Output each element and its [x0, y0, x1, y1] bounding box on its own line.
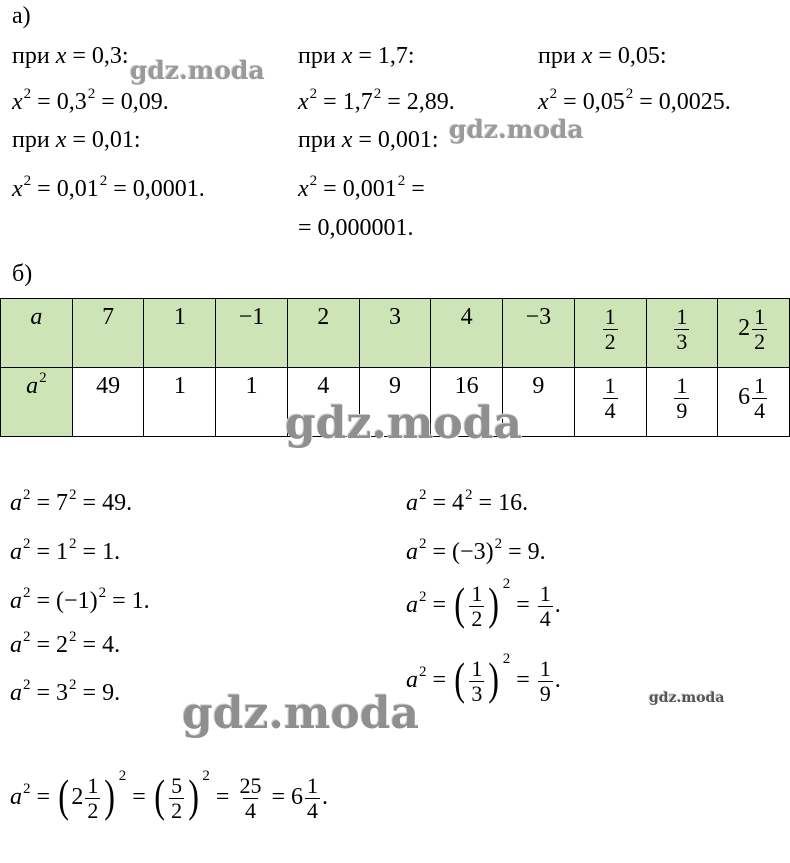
fraction-denominator: 3	[471, 681, 483, 707]
fraction-numerator: 1	[471, 581, 483, 606]
table-cell	[72, 299, 144, 368]
variable: a	[10, 490, 22, 516]
variable: x	[341, 43, 353, 69]
equation: $a^2 = (-1)^2 = 1$.	[10, 585, 150, 614]
watermark: gdz.moda	[649, 690, 725, 706]
fraction	[469, 582, 484, 631]
equation: $a^2 = 4^2 = 16$.	[406, 487, 529, 516]
fraction	[538, 582, 553, 631]
part-a-label: а)	[12, 3, 31, 29]
table-header-a-squared: $a^2$	[1, 368, 73, 437]
watermark: gdz.moda	[285, 398, 523, 449]
fraction-denominator: 2	[604, 329, 616, 355]
exponent: 2	[465, 487, 473, 503]
right-paren: )	[488, 577, 500, 629]
exponent: 2	[23, 629, 31, 645]
variable: x	[581, 43, 593, 69]
variable: a	[10, 680, 22, 706]
fraction	[85, 774, 100, 823]
table-row-a	[1, 299, 790, 368]
exponent: 2	[419, 589, 427, 606]
fraction-numerator: 1	[539, 656, 551, 681]
result-line: $x^2 = 0,001^2$ =	[298, 173, 425, 202]
fraction	[674, 305, 689, 354]
variable: a	[10, 632, 22, 658]
watermark: gdz.moda	[449, 115, 584, 144]
whole-part: 2	[71, 784, 84, 811]
left-paren: (	[154, 769, 165, 821]
variable: a	[406, 592, 418, 619]
fraction-denominator: 9	[539, 681, 551, 707]
cell-value: 2	[317, 304, 330, 330]
table-cell	[646, 368, 718, 437]
fraction-numerator: 1	[307, 773, 318, 798]
exponent: 2	[23, 86, 32, 102]
table-cell	[503, 299, 575, 368]
table-cell	[216, 299, 288, 368]
table-cell	[72, 368, 144, 437]
variable: x	[538, 89, 549, 115]
fraction-numerator: 1	[604, 304, 616, 329]
condition-line: при x = 1,7:	[298, 43, 415, 69]
variable: x	[55, 127, 67, 153]
exponent: 2	[118, 768, 127, 785]
equation: $a^2 = 2^2 = 4$.	[10, 629, 121, 658]
table-cell	[144, 299, 216, 368]
table-cell	[431, 299, 503, 368]
table-cell	[144, 368, 216, 437]
fraction	[603, 374, 618, 423]
table-cell	[359, 299, 431, 368]
exponent: 2	[419, 487, 427, 503]
exponent: 2	[69, 677, 77, 693]
exponent: 2	[373, 86, 382, 102]
fraction-numerator: 1	[539, 581, 551, 606]
equation: $a^2$ = ( $\frac{1}{2}$ ) $^2$ = $\frac{1}{4}$ .	[406, 576, 561, 632]
equation: $a^2 = 3^2 = 9$.	[10, 677, 121, 706]
result-line: $x^2 = 1,7^2 = 2,89$.	[298, 86, 455, 115]
exponent: 2	[309, 173, 318, 189]
exponent: 2	[23, 536, 31, 552]
fraction	[538, 657, 553, 706]
exponent: 2	[625, 86, 634, 102]
exponent: 2	[309, 86, 318, 102]
exponent: 2	[69, 487, 77, 503]
cell-value: 4	[460, 304, 473, 330]
fraction-numerator: 1	[676, 373, 688, 398]
fraction-numerator: 1	[754, 304, 766, 329]
exponent: 2	[494, 536, 503, 552]
fraction	[603, 305, 618, 354]
fraction-denominator: 4	[604, 398, 616, 424]
cell-value: 3	[388, 304, 401, 330]
exponent: 2	[69, 629, 77, 645]
fraction	[305, 774, 320, 823]
table-cell	[646, 299, 718, 368]
fraction	[752, 305, 767, 354]
equation: $a^2 = (2$ $\frac{1}{2}$ ) $^2$ = ( $\frac{5}{2}$ ) $^2$ = $\frac{25}{4}$ = 6 $\frac{1}{4}$ .	[10, 768, 328, 824]
result-line: $x^2 = 0,01^2 = 0,0001$.	[12, 173, 205, 202]
fraction-denominator: 4	[307, 798, 318, 824]
condition-line: при x = 0,3:	[12, 43, 129, 69]
table-cell	[287, 299, 359, 368]
variable: a	[10, 588, 22, 614]
cell-value: 1	[173, 373, 186, 399]
equation: $a^2 = 7^2 = 49$.	[10, 487, 133, 516]
fraction-numerator: 5	[171, 773, 183, 798]
fraction-denominator: 4	[539, 606, 551, 632]
fraction-numerator: 1	[604, 373, 616, 398]
variable: x	[12, 176, 23, 202]
condition-line: при x = 0,01:	[12, 127, 141, 153]
table-cell	[574, 299, 646, 368]
variable: a	[10, 784, 22, 811]
condition-line: при x = 0,001:	[298, 127, 439, 153]
fraction-denominator: 4	[244, 798, 256, 824]
right-paren: )	[104, 769, 116, 821]
cell-value: −1	[238, 304, 265, 330]
table-cell	[718, 368, 790, 437]
equation: $a^2 = 1^2 = 1$.	[10, 536, 121, 565]
exponent: 2	[419, 536, 427, 552]
fraction	[237, 774, 263, 823]
table-header-a: a	[1, 299, 73, 368]
table-cell	[718, 299, 790, 368]
fraction-numerator: 25	[239, 773, 262, 798]
fraction-denominator: 2	[87, 798, 99, 824]
fraction-numerator: 1	[676, 304, 688, 329]
exponent: 2	[23, 677, 31, 693]
exponent: 2	[419, 664, 427, 681]
cell-value: 7	[102, 304, 115, 330]
exponent: 2	[549, 86, 558, 102]
cell-value: 1	[173, 304, 186, 330]
cell-value: 4	[317, 373, 330, 399]
exponent: 2	[397, 173, 406, 189]
watermark: gdz.moda	[130, 56, 265, 85]
table-cell	[574, 368, 646, 437]
left-paren: (	[58, 769, 70, 821]
variable: x	[341, 127, 353, 153]
fraction	[469, 657, 484, 706]
fraction-denominator: 2	[171, 798, 183, 824]
exponent: 2	[23, 173, 32, 189]
left-paren: (	[454, 577, 466, 629]
fraction	[169, 774, 184, 823]
right-paren: )	[488, 652, 500, 704]
exponent: 2	[23, 781, 31, 798]
cell-value: 9	[532, 373, 545, 399]
cell-value: −3	[525, 304, 552, 330]
exponent: 2	[99, 173, 108, 189]
equation: $a^2 = (-3)^2 = 9$.	[406, 536, 546, 565]
cell-value: 16	[454, 373, 479, 399]
exponent: 2	[502, 651, 511, 668]
table-cell	[216, 368, 288, 437]
variable: a	[406, 490, 418, 516]
fraction-denominator: 3	[676, 329, 688, 355]
exponent: 2	[69, 536, 77, 552]
condition-line: при x = 0,05:	[538, 43, 667, 69]
fraction-denominator: 4	[754, 398, 766, 424]
equation: $a^2$ = ( $\frac{1}{3}$ ) $^2$ = $\frac{1}{9}$ .	[406, 651, 561, 707]
fraction-denominator: 9	[676, 398, 688, 424]
variable: a	[406, 539, 418, 565]
fraction-numerator: 1	[471, 656, 483, 681]
cell-value: 49	[96, 373, 121, 399]
fraction	[674, 374, 689, 423]
fraction-numerator: 1	[87, 773, 99, 798]
watermark: gdz.moda	[182, 688, 420, 739]
whole-part: 2	[738, 315, 751, 342]
fraction-denominator: 2	[754, 329, 766, 355]
cell-value: 1	[245, 373, 258, 399]
variable: x	[12, 89, 23, 115]
variable: x	[298, 89, 309, 115]
variable: a	[406, 667, 418, 694]
fraction-numerator: 1	[754, 373, 766, 398]
exponent: 2	[87, 86, 96, 102]
result-line: $x^2 = 0,05^2 = 0,0025$.	[538, 86, 731, 115]
part-b-label: б)	[12, 261, 33, 287]
variable: x	[298, 176, 309, 202]
fraction	[752, 374, 767, 423]
result-line: $x^2 = 0,3^2 = 0,09$.	[12, 86, 169, 115]
right-paren: )	[188, 769, 200, 821]
exponent: 2	[502, 576, 511, 593]
exponent: 2	[98, 585, 107, 601]
exponent: 2	[202, 768, 210, 785]
variable: x	[55, 43, 67, 69]
variable: a	[10, 539, 22, 565]
fraction-denominator: 2	[471, 606, 483, 632]
exponent: 2	[23, 487, 31, 503]
result-continuation: = 0,000001.	[298, 215, 414, 241]
left-paren: (	[454, 652, 466, 704]
exponent: 2	[23, 585, 31, 601]
whole-part: 6	[738, 384, 751, 411]
cell-value: 9	[388, 373, 401, 399]
